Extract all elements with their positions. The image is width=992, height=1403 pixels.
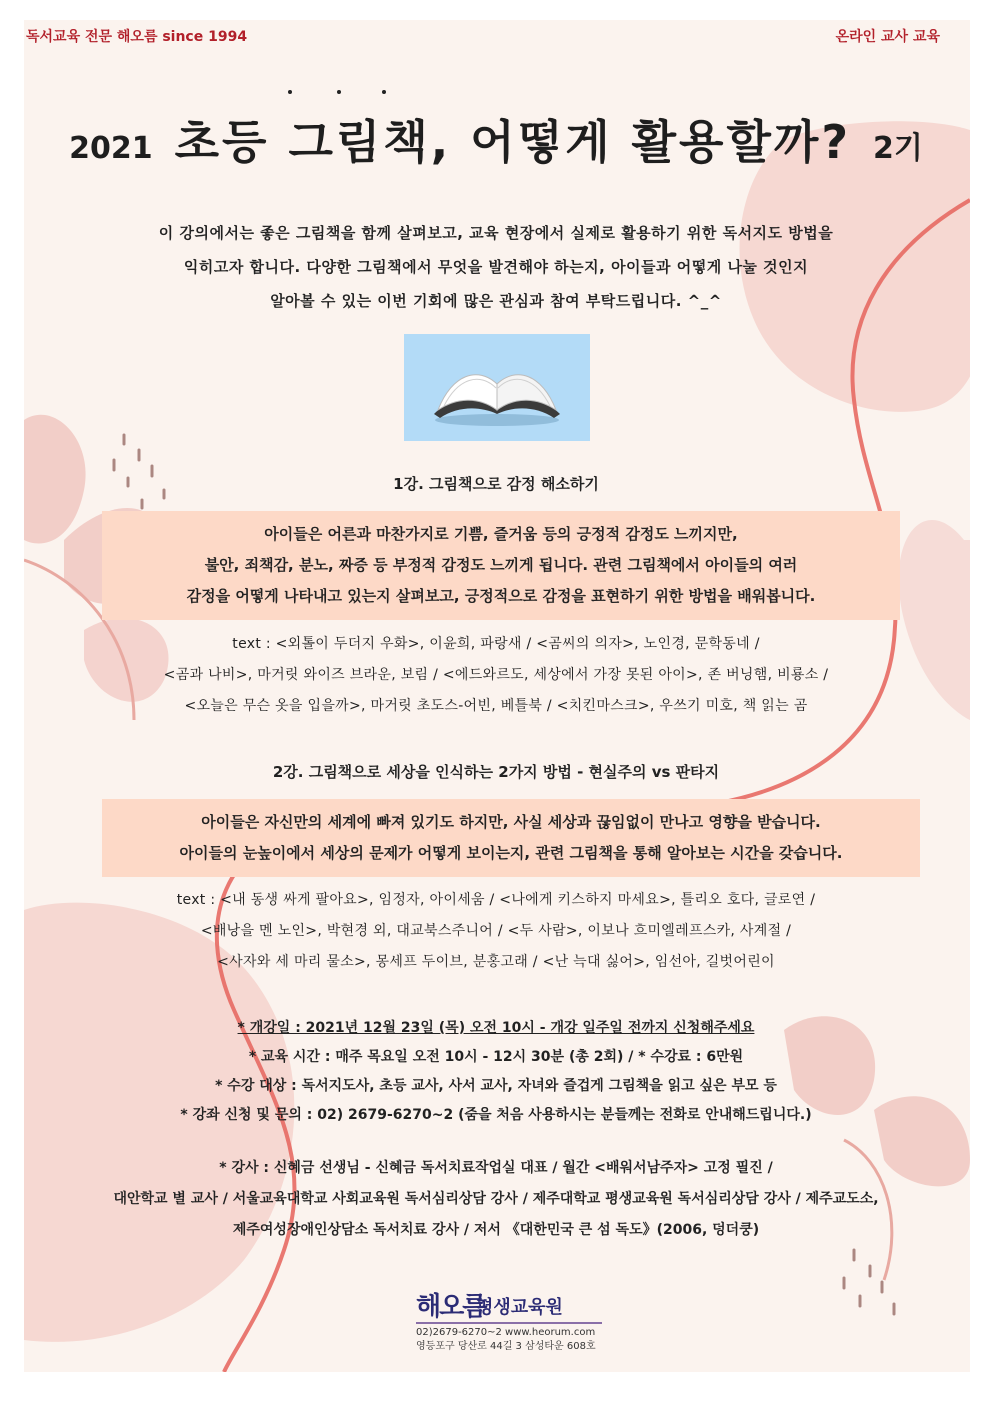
lecture1-text-list <box>0 629 992 722</box>
lecturer-line: 대안학교 별 교사 / 서울교육대학교 사회교육원 독서심리상담 강사 / 제주대학교 평생교육원 독서심리상담 강사 / 제주교도소, <box>113 1191 879 1207</box>
lecture2-description <box>102 799 920 877</box>
course-info <box>0 1014 992 1130</box>
emphasis-dots <box>0 84 992 104</box>
lecturer-line: * 강사 : 신혜금 선생님 - 신혜금 독서치료작업실 대표 / 월간 <배워서남주자> 고정 필진 / <box>219 1160 773 1176</box>
text-line: text : <외톨이 두더지 우화>, 이윤희, 파랑새 / <곰씨의 의자>, 노인경, 문학동네 / <box>232 636 760 652</box>
intro-paragraph <box>0 216 992 318</box>
text-line: <곰과 나비>, 마거릿 와이즈 브라운, 보림 / <에드와르도, 세상에서 가장 못된 아이>, 존 버닝햄, 비룡소 / <box>163 667 829 683</box>
header-tagline: 독서교육 전문 해오름 since 1994 <box>26 29 248 45</box>
lecture1-description <box>102 511 900 620</box>
info-target: * 수강 대상 : 독서지도사, 초등 교사, 사서 교사, 자녀와 즐겁게 그림책을 읽고 싶은 부모 등 <box>215 1078 777 1094</box>
lecturer-line: 제주여성장애인상담소 독서치료 강사 / 저서 《대한민국 큰 섬 독도》(2006, 덩더쿵) <box>232 1222 760 1238</box>
title-generation: 2기 <box>873 131 923 166</box>
text-line: <오늘은 무슨 옷을 입을까>, 마거릿 초도스-어빈, 베틀북 / <치킨마스크>, 우쓰기 미호, 책 읽는 곰 <box>184 698 808 714</box>
info-schedule: * 교육 시간 : 매주 목요일 오전 10시 - 12시 30분 (총 2회) / * 수강료 : 6만원 <box>248 1049 744 1065</box>
description-line: 불안, 죄책감, 분노, 짜증 등 부정적 감정도 느끼게 됩니다. 관련 그림책에서 아이들의 여러 <box>204 556 798 574</box>
lecturer-info <box>0 1153 992 1246</box>
logo-phone-web: 02)2679-6270~2 www.heorum.com <box>416 1327 596 1338</box>
title-main: 초등 그림책, 어떻게 활용할까? <box>174 115 852 169</box>
lecture2-title: 2강. 그림책으로 세상을 인식하는 2가지 방법 - 현실주의 vs 판타지 <box>272 763 720 781</box>
text-line: <배낭을 멘 노인>, 박현경 외, 대교북스주니어 / <두 사람>, 이보나 흐미엘레프스카, 사계절 / <box>200 923 792 939</box>
title-year: 2021 <box>69 131 153 166</box>
description-line: 아이들은 자신만의 세계에 빠져 있기도 하지만, 사실 세상과 끊임없이 만나고 영향을 받습니다. <box>201 813 821 831</box>
description-line: 아이들은 어른과 마찬가지로 기쁨, 즐거움 등의 긍정적 감정도 느끼지만, <box>264 525 738 543</box>
description-line: 아이들의 눈높이에서 세상의 문제가 어떻게 보이는지, 관련 그림책을 통해 알아보는 시간을 갖습니다. <box>179 844 843 862</box>
logo-name: 평생교육원 <box>476 1297 563 1318</box>
info-start-date: * 개강일 : 2021년 12월 23일 (목) 오전 10시 - 개강 일주일 전까지 신청해주세요 <box>237 1020 755 1036</box>
institute-logo <box>416 1286 616 1352</box>
intro-line: 익히고자 합니다. 다양한 그림책에서 무엇을 발견해야 하는지, 아이들과 어떻게 나눌 것인지 <box>183 258 809 276</box>
description-line: 감정을 어떻게 나타내고 있는지 살펴보고, 긍정적으로 감정을 표현하기 위한 방법을 배워봅니다. <box>186 587 816 605</box>
open-book-icon <box>404 334 590 441</box>
logo-mark: 해오름 <box>416 1292 486 1322</box>
text-line: text : <내 동생 싸게 팔아요>, 임정자, 아이세움 / <나에게 키스하지 마세요>, 틀리오 호다, 글로연 / <box>176 892 816 908</box>
lecture1-title: 1강. 그림책으로 감정 해소하기 <box>393 475 599 493</box>
header-category: 온라인 교사 교육 <box>835 29 940 45</box>
text-line: <사자와 세 마리 물소>, 몽세프 두이브, 분홍고래 / <난 늑대 싫어>, 임선아, 길벗어린이 <box>217 954 775 970</box>
page-title <box>0 106 992 172</box>
logo-contact <box>416 1326 596 1354</box>
logo-address: 영등포구 당산로 44길 3 삼성타운 608호 <box>416 1341 596 1352</box>
lecture2-text-list <box>0 885 992 978</box>
book-illustration <box>404 334 590 441</box>
info-contact: * 강좌 신청 및 문의 : 02) 2679-6270~2 (줌을 처음 사용하시는 분들께는 전화로 안내해드립니다.) <box>180 1107 812 1123</box>
logo-divider <box>416 1322 602 1324</box>
intro-line: 알아볼 수 있는 이번 기회에 많은 관심과 참여 부탁드립니다. ^_^ <box>270 292 722 310</box>
intro-line: 이 강의에서는 좋은 그림책을 함께 살펴보고, 교육 현장에서 실제로 활용하기 위한 독서지도 방법을 <box>158 224 834 242</box>
